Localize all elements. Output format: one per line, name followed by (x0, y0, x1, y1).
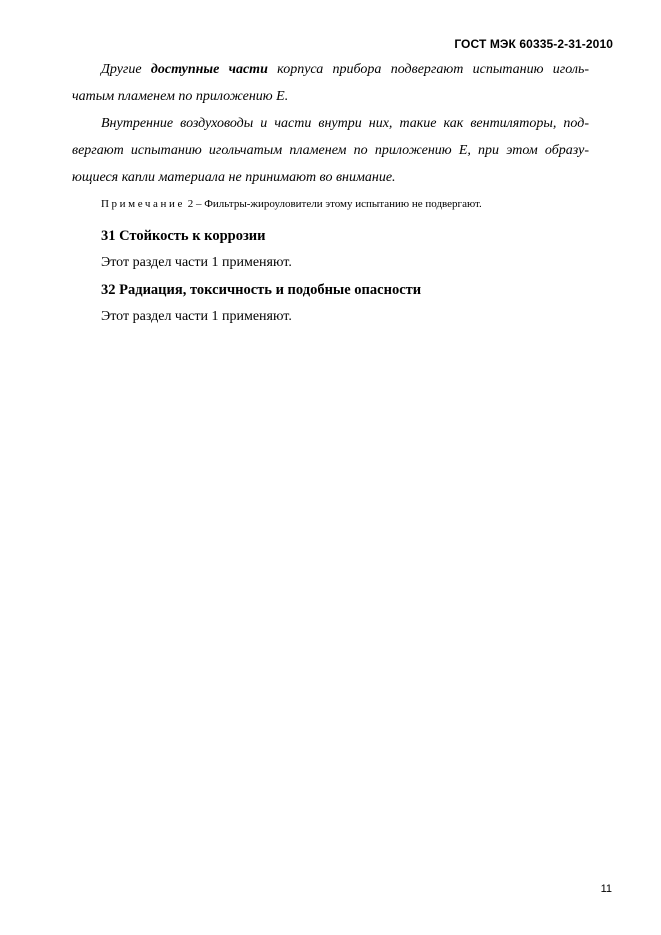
note (101, 198, 482, 210)
para2-line3: ющиеся капли материала не принимают во внимание. (72, 170, 396, 185)
section-32-heading: 32 Радиация, токсичность и подобные опасности (101, 282, 422, 298)
section-32-text: Этот раздел части 1 применяют. (101, 309, 292, 324)
section-31-heading: 31 Стойкость к коррозии (101, 228, 266, 244)
section-31-text: Этот раздел части 1 применяют. (101, 255, 292, 270)
para2-line2: вергают испытанию игольчатым пламенем по приложению Е, при этом образу- (72, 143, 589, 158)
document-id-header: ГОСТ МЭК 60335-2-31-2010 (454, 37, 613, 51)
note-text: – Фильтры-жироуловители этому испытанию не подвергают. (193, 198, 482, 210)
page-number: 11 (600, 883, 612, 895)
para1-text-after: корпуса прибора подвергают испытанию иголь- (267, 62, 589, 77)
para1-term-accessible-parts: доступные части (150, 62, 268, 77)
note-number: 2 (184, 198, 194, 210)
note-label: Примечание (101, 198, 185, 210)
para1-line2: чатым пламенем по приложению Е. (72, 89, 289, 104)
para2-line1: Внутренние воздуховоды и части внутри них, такие как вентиляторы, под- (101, 116, 589, 131)
para1-line1 (101, 62, 589, 78)
para1-text-before: Другие (101, 62, 151, 77)
